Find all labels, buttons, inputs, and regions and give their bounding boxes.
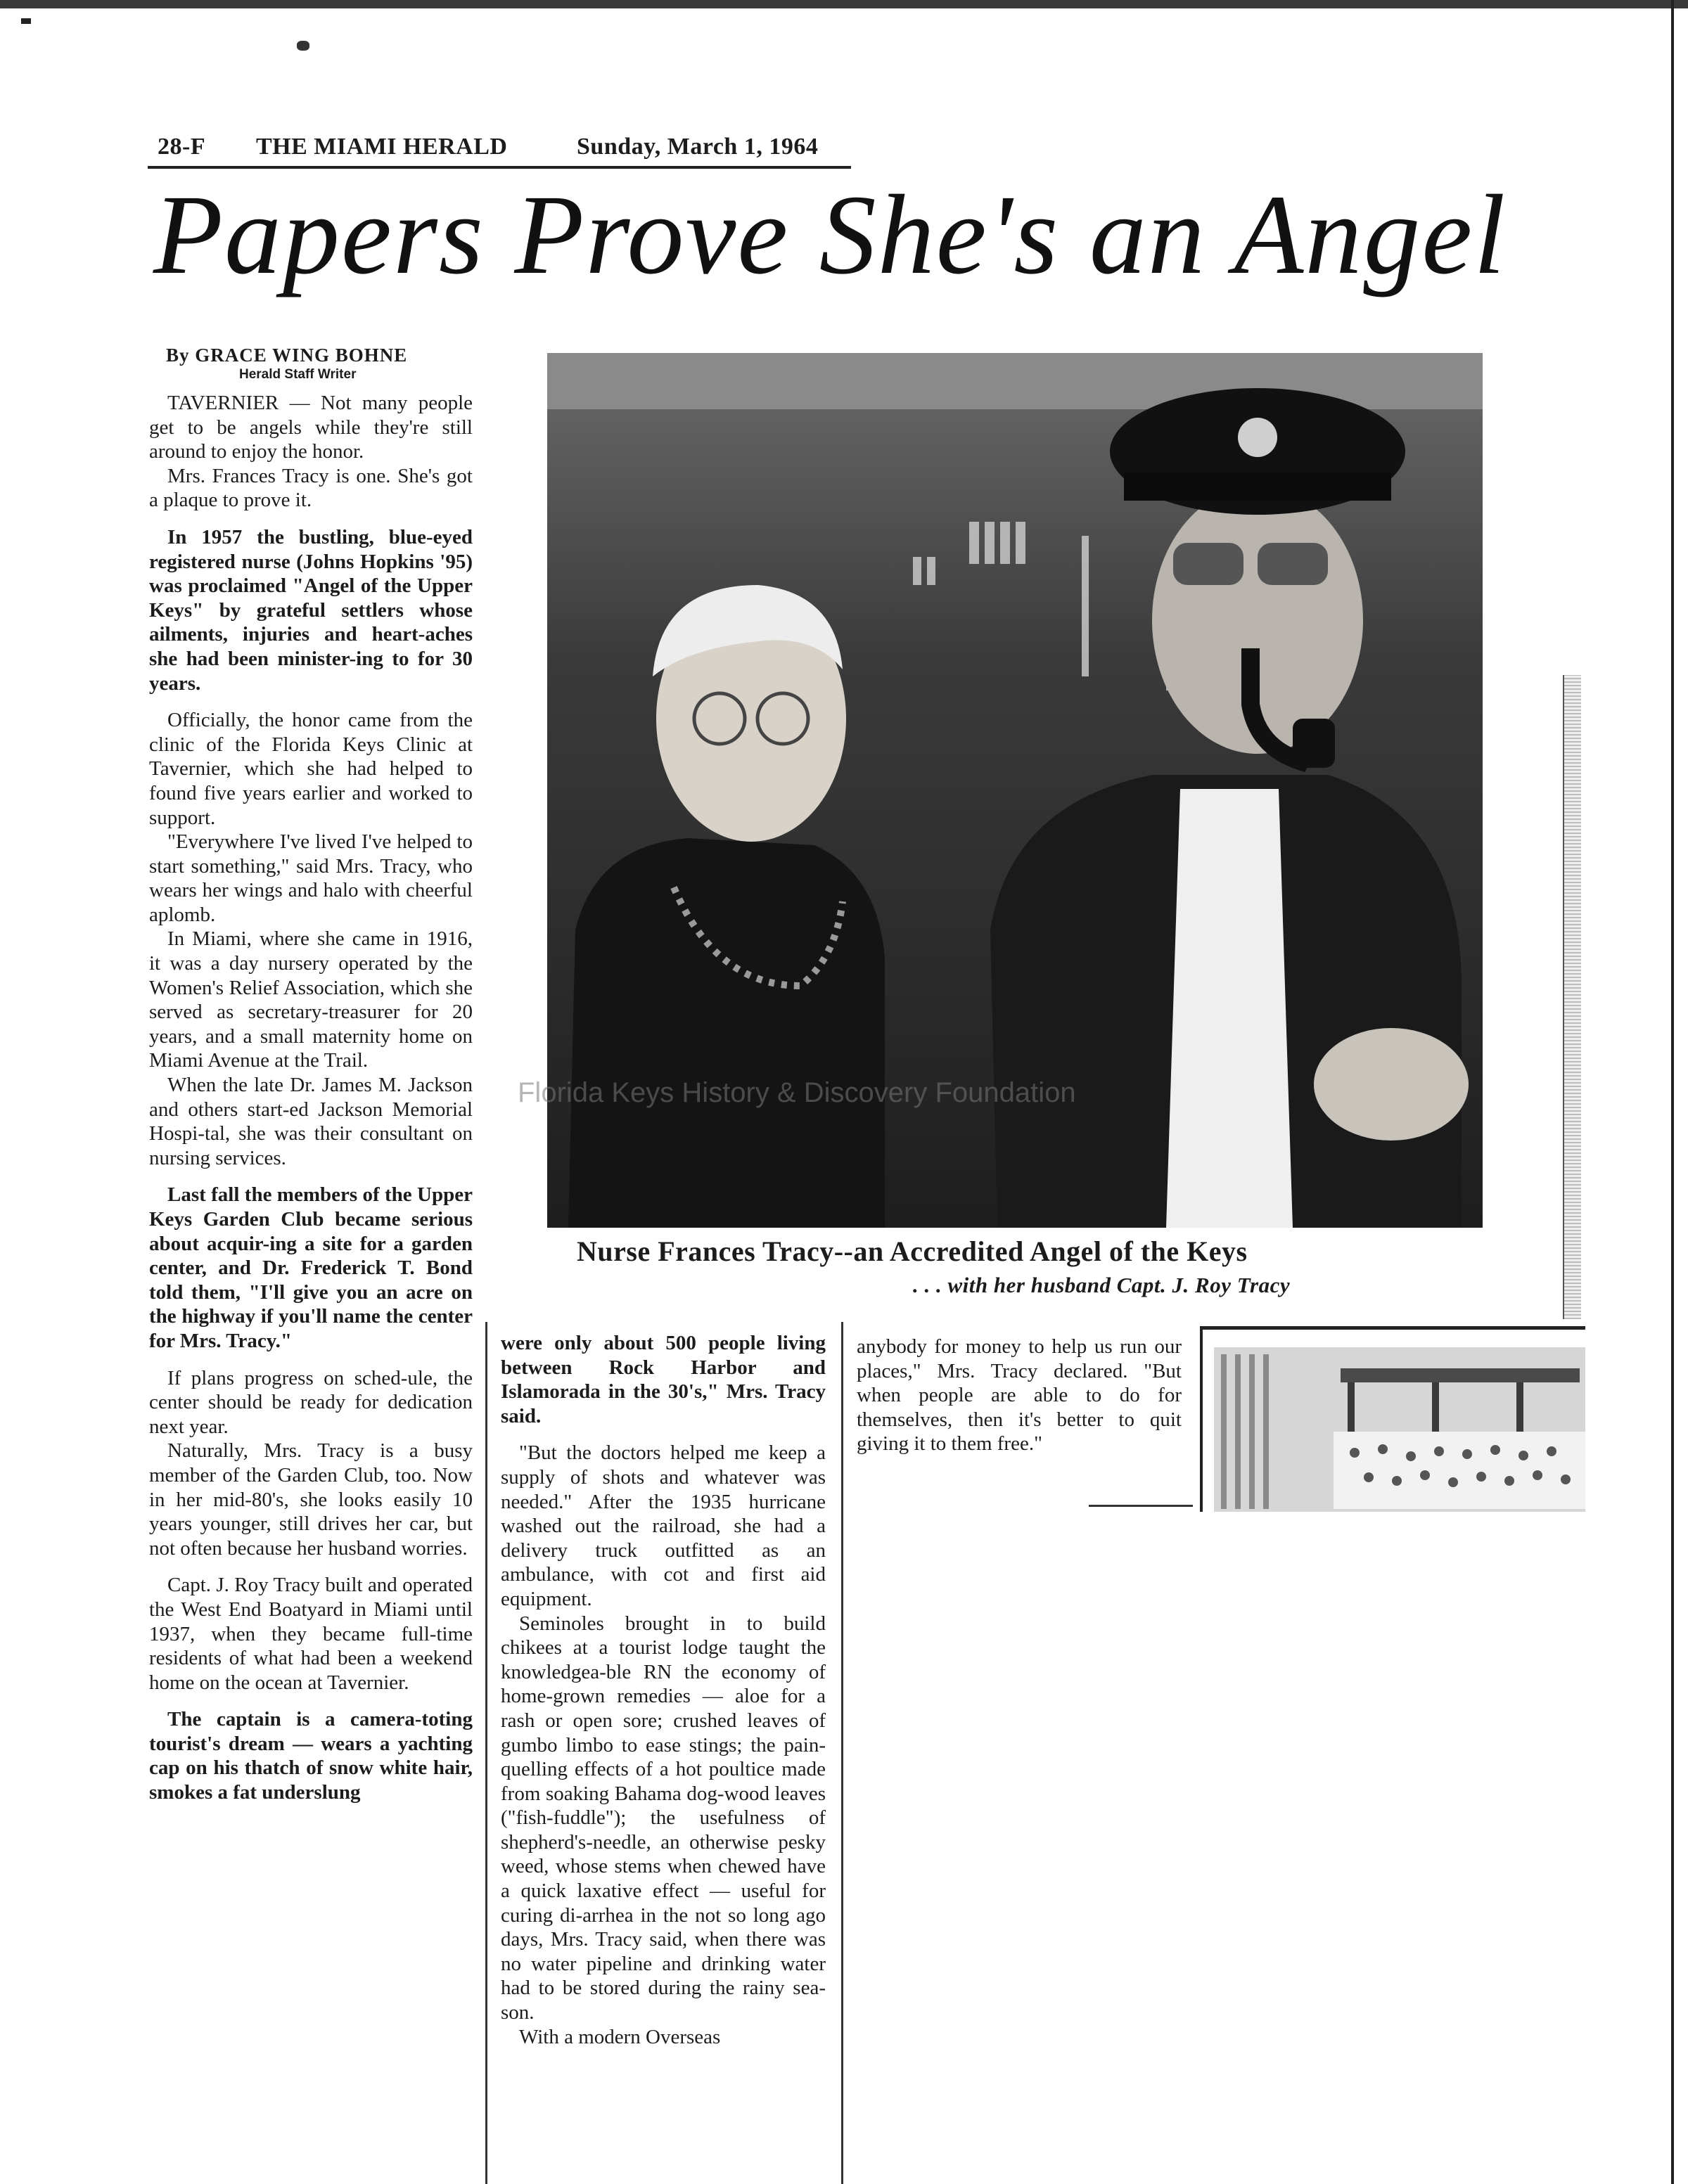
scan-top-border: [0, 0, 1688, 8]
paragraph: TAVERNIER — Not many people get to be angels while they're still around to enjoy the honor.: [149, 392, 473, 463]
paragraph: When the late Dr. James M. Jackson and others start-ed Jackson Memorial Hospi-tal, she was their consultant on nursing services.: [149, 1074, 473, 1169]
column-rule: [485, 1322, 487, 2184]
photo-caption: Nurse Frances Tracy--an Accredited Angel of the Keys: [577, 1235, 1248, 1267]
paragraph-bold: The captain is a camera-toting tourist's dream — wears a yachting cap on his thatch of snow white hair, smokes a fat underslung: [149, 1708, 473, 1804]
page-number: 28-F: [158, 134, 206, 160]
adjacent-clipped-image: [1200, 1326, 1585, 1512]
article-column-3: [857, 1335, 1182, 1456]
adjacent-page-strip: [1563, 675, 1581, 1319]
paragraph: In Miami, where she came in 1916, it was a day nursery operated by the Women's Relief Association, which she served as secretary-treasurer for 20 years, and a small maternity home on Miami Avenue at the Trail.: [149, 927, 473, 1072]
paragraph: If plans progress on sched-ule, the center should be ready for dedication next year.: [149, 1366, 473, 1438]
adjacent-image-fragment: [1200, 1326, 1585, 1512]
paragraph-bold: In 1957 the bustling, blue-eyed registered nurse (Johns Hopkins '95) was proclaimed "Angel of the Upper Keys" by grateful settlers whose ailments, injuries and heart-aches she had been minister-ing to for 30 years.: [149, 525, 473, 695]
newspaper-name: THE MIAMI HERALD: [256, 134, 508, 160]
paragraph-bold: Last fall the members of the Upper Keys Garden Club became serious about acquir-ing a site for a garden center, and Dr. Frederick T. Bond told them, "I'll give you an acre on the highway if you'll name the center for Mrs. Tracy.": [149, 1183, 473, 1352]
photo-subcaption: . . . with her husband Capt. J. Roy Tracy: [913, 1273, 1291, 1297]
column-rule: [1089, 1505, 1193, 1507]
paragraph: anybody for money to help us run our places," Mrs. Tracy declared. "But when people are able to do for themselves, then it's better to quit giving it to them free.": [857, 1335, 1182, 1456]
paragraph: "Everywhere I've lived I've helped to start something," said Mrs. Tracy, who wears her wings and halo with cheerful aplomb.: [149, 830, 473, 926]
paragraph: Naturally, Mrs. Tracy is a busy member of the Garden Club, too. Now in her mid-80's, she looks easily 10 years younger, still drives her car, but not often because her husband worries.: [149, 1439, 473, 1560]
masthead-rule: [148, 166, 851, 169]
article-column-1: [149, 391, 473, 1805]
headline: Papers Prove She's an Angel: [153, 172, 1507, 298]
article-column-2: [501, 1331, 826, 2184]
paragraph: With a modern Overseas: [519, 2025, 721, 2048]
watermark: Florida Keys History & Discovery Foundation: [518, 1077, 1076, 1108]
scan-mark: [21, 18, 31, 24]
issue-date: Sunday, March 1, 1964: [577, 134, 819, 160]
paragraph: Seminoles brought in to build chikees at a tourist lodge taught the knowledgea-ble RN the economy of home-grown remedies — aloe for a rash or open sore; crushed leaves of gumbo limbo to ease stings; the pain-quelling effects of a hot poultice made from soaking Bahama dog-wood leaves ("fish-fuddle"); the usefulness of shepherd's-needle, an otherwise pesky weed, whose stems when chewed have a quick laxative effect — useful for curing di-arrhea in the not so long ago days, Mrs. Tracy said, when there was no water pipeline and drinking water had to be stored during the rainy sea-son.: [501, 1612, 826, 2024]
paragraph: "But the doctors helped me keep a supply of shots and whatever was needed." After the 1935 hurricane washed out the railroad, she had a delivery truck outfitted as an ambulance, with cot and first aid equipment.: [501, 1441, 826, 1610]
scan-speck: [297, 41, 309, 51]
masthead: [149, 134, 852, 166]
paragraph: Capt. J. Roy Tracy built and operated the West End Boatyard in Miami until 1937, when they became full-time residents of what had been a weekend home on the ocean at Tavernier.: [149, 1574, 473, 1694]
byline: By GRACE WING BOHNE: [166, 345, 408, 366]
byline-role: Herald Staff Writer: [239, 367, 357, 382]
paragraph: Mrs. Frances Tracy is one. She's got a plaque to prove it.: [149, 464, 473, 512]
scan-right-border: [1671, 0, 1674, 2184]
paragraph-bold: were only about 500 people living between Rock Harbor and Islamorada in the 30's," Mrs. Tracy said.: [501, 1332, 826, 1427]
paragraph: Officially, the honor came from the clinic of the Florida Keys Clinic at Tavernier, which she had helped to found five years earlier and worked to support.: [149, 709, 473, 829]
column-rule: [841, 1322, 843, 2184]
